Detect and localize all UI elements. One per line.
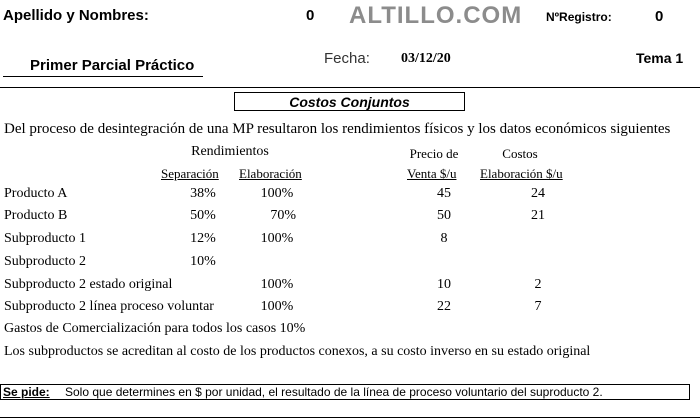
row-elaboracion: 100% [260,299,294,314]
registro-value: 0 [655,8,664,25]
col-elab-costo: Elaboración $/u [480,166,563,181]
exam-title-underline [3,76,203,77]
row-precio: 22 [437,299,451,314]
row-label: Subproducto 2 línea proceso voluntar [4,299,214,314]
row-costo: 24 [531,186,545,201]
row-elaboracion: 70% [270,208,296,223]
registro-label: NºRegistro: [546,10,612,24]
row-costo: 7 [534,299,542,314]
note-subproductos: Los subproductos se acreditan al costo de los productos conexos, a su costo inverso en su estado original [4,344,591,359]
name-label: Apellido y Nombres: [3,7,149,24]
name-value: 0 [306,7,315,24]
intro-text: Del proceso de desintegración de una MP resultaron los rendimientos físicos y los datos económicos siguientes [4,121,671,137]
watermark: ALTILLO.COM [349,2,523,29]
row-separacion: 38% [190,186,216,201]
row-precio: 45 [437,186,451,201]
col-separacion: Separación [161,166,219,181]
row-label: Producto B [4,208,68,223]
col-venta: Venta $/u [407,166,457,181]
row-costo: 2 [534,277,542,292]
task-box [0,384,690,400]
col-elaboracion: Elaboración [239,166,302,181]
row-elaboracion: 100% [260,231,294,246]
fecha-label: Fecha: [324,50,370,67]
row-costo: 21 [531,208,545,223]
row-label: Subproducto 2 [4,254,87,269]
fecha-value: 03/12/20 [401,51,451,66]
row-precio: 8 [440,231,448,246]
task-text: Solo que determines en $ por unidad, el resultado de la línea de proceso voluntario del suproducto 2. [65,385,603,399]
row-precio: 50 [437,208,451,223]
tema: Tema 1 [636,50,684,66]
row-label: Producto A [4,186,68,201]
row-elaboracion: 100% [260,186,294,201]
row-elaboracion: 100% [260,277,294,292]
row-precio: 10 [437,277,451,292]
row-label: Subproducto 1 [4,231,87,246]
header-costos: Costos [502,146,538,161]
bottom-rule [0,417,700,418]
header-rendimientos: Rendimientos [191,144,269,159]
task-label: Se pide: [3,385,50,399]
row-separacion: 50% [190,208,216,223]
exam-title: Primer Parcial Práctico [30,57,195,74]
header-precio: Precio de [409,146,459,161]
row-separacion: 12% [190,231,216,246]
row-label: Subproducto 2 estado original [4,277,173,292]
section-title: Costos Conjuntos [234,92,465,111]
top-rule [0,87,700,88]
row-separacion: 10% [190,254,216,269]
note-comercializacion: Gastos de Comercialización para todos los casos 10% [4,321,306,336]
